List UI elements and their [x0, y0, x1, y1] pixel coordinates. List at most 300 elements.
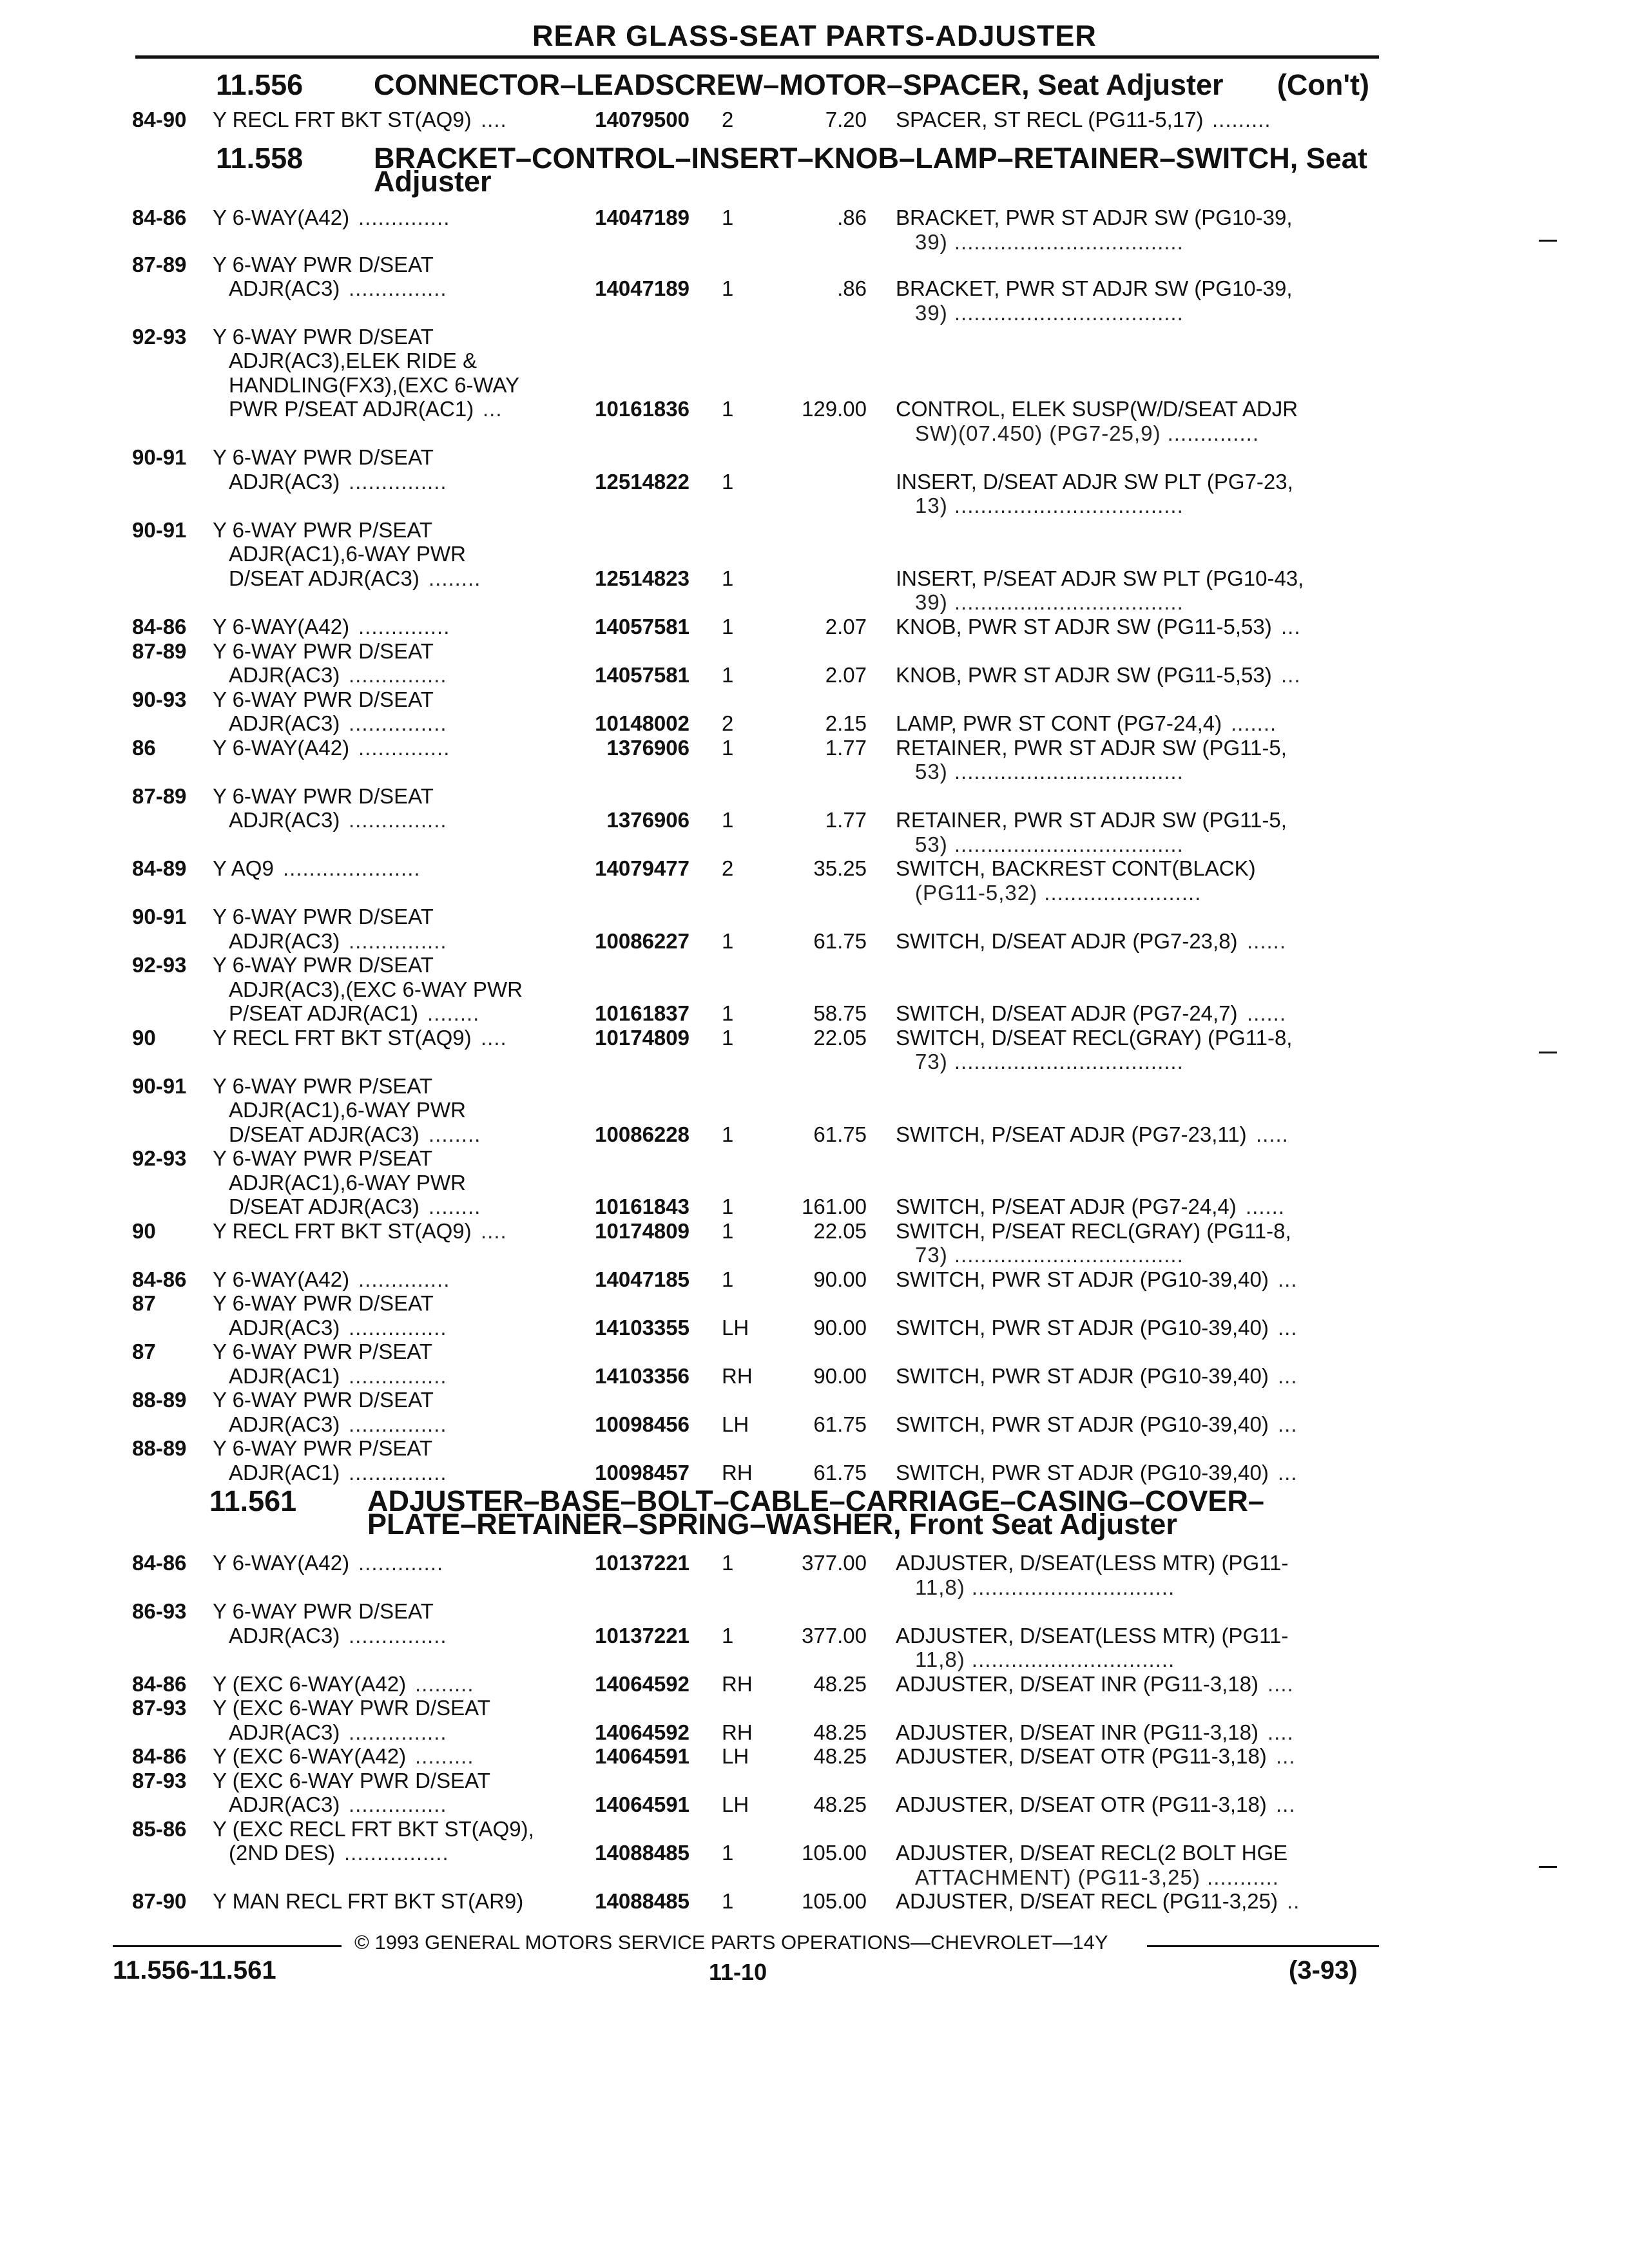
- usage-description: Y (EXC 6-WAY PWR D/SEAT: [213, 1769, 490, 1792]
- leader-dots: ........: [429, 566, 481, 590]
- leader-dots: ...............: [349, 1720, 447, 1744]
- section-heading-11-558: [216, 142, 1369, 198]
- quantity: 1: [722, 1841, 734, 1865]
- usage-description: ADJR(AC3): [229, 470, 340, 494]
- usage-description: Y 6-WAY(A42): [213, 206, 350, 229]
- part-number: 14088485: [595, 1889, 689, 1913]
- part-number: 1376906: [606, 808, 689, 832]
- page-header-title: REAR GLASS-SEAT PARTS-ADJUSTER: [532, 19, 1097, 52]
- usage-description: ADJR(AC3): [229, 1316, 340, 1340]
- leader-dots: ...............: [349, 470, 447, 494]
- model-years: 88-89: [132, 1388, 187, 1412]
- price: 22.05: [813, 1026, 867, 1050]
- part-description: SWITCH, D/SEAT ADJR (PG7-23,8): [896, 929, 1238, 953]
- model-years: 92-93: [132, 953, 187, 977]
- section-title: CONNECTOR–LEADSCREW–MOTOR–SPACER, Seat Adjuster: [374, 68, 1224, 101]
- price: 105.00: [802, 1841, 867, 1865]
- model-years: 87-89: [132, 639, 187, 663]
- price: 105.00: [802, 1889, 867, 1913]
- part-description: KNOB, PWR ST ADJR SW (PG11-5,53): [896, 663, 1272, 687]
- part-number: 14064591: [595, 1744, 689, 1768]
- table-row: [0, 688, 1629, 711]
- description-continuation: ...: [1278, 1364, 1298, 1388]
- description-continuation: SW)(07.450) (PG7-25,9) ..............: [915, 421, 1259, 445]
- description-continuation: 39) ...................................: [915, 301, 1184, 325]
- part-number: 10148002: [595, 711, 689, 735]
- description-continuation: ...: [1278, 1267, 1298, 1291]
- usage-description: ADJR(AC3): [229, 711, 340, 735]
- leader-dots: ....: [481, 108, 507, 131]
- footer-rule-right: [1147, 1945, 1379, 1947]
- part-number: 10174809: [595, 1219, 689, 1243]
- part-number: 14057581: [595, 663, 689, 687]
- model-years: 84-86: [132, 1267, 187, 1291]
- part-description: BRACKET, PWR ST ADJR SW (PG10-39,: [896, 206, 1293, 229]
- table-row: [0, 302, 1629, 325]
- quantity: LH: [722, 1316, 749, 1340]
- table-row: [0, 1696, 1629, 1720]
- section-heading-11-556: [216, 68, 1369, 101]
- table-row: [0, 640, 1629, 663]
- usage-description: Y 6-WAY PWR D/SEAT: [213, 253, 434, 276]
- leader-dots: ....: [481, 1026, 507, 1050]
- table-row: [0, 1841, 1629, 1865]
- quantity: 1: [722, 1889, 734, 1913]
- description-continuation: 73) ...................................: [915, 1050, 1184, 1073]
- price: 61.75: [813, 1412, 867, 1436]
- table-row: [0, 881, 1629, 905]
- table-row: [0, 809, 1629, 832]
- table-row: [0, 857, 1629, 880]
- model-years: 85-86: [132, 1817, 187, 1841]
- quantity: LH: [722, 1412, 749, 1436]
- table-row: [0, 1220, 1629, 1243]
- description-continuation: ....: [1268, 1720, 1294, 1744]
- table-row: [0, 1268, 1629, 1291]
- table-row: [0, 231, 1629, 254]
- table-row: [0, 1413, 1629, 1436]
- table-row: [0, 206, 1629, 229]
- model-years: 87-90: [132, 1889, 187, 1913]
- table-row: [0, 1890, 1629, 1913]
- usage-description: Y (EXC 6-WAY(A42): [213, 1672, 407, 1696]
- part-number: 10161837: [595, 1001, 689, 1025]
- leader-dots: ........: [429, 1195, 481, 1218]
- table-row: [0, 374, 1629, 397]
- leader-dots: ................: [344, 1841, 449, 1865]
- model-years: 90: [132, 1026, 156, 1050]
- model-years: 90-91: [132, 518, 187, 542]
- quantity: 1: [722, 1624, 734, 1648]
- part-number: 14103356: [595, 1364, 689, 1388]
- quantity: 1: [722, 1267, 734, 1291]
- description-continuation: .........: [1212, 108, 1271, 131]
- table-row: [0, 1099, 1629, 1122]
- usage-description: Y 6-WAY PWR D/SEAT: [213, 639, 434, 663]
- price: 35.25: [813, 856, 867, 880]
- quantity: 1: [722, 1001, 734, 1025]
- quantity: RH: [722, 1720, 753, 1744]
- table-row: [0, 398, 1629, 421]
- quantity: 1: [722, 566, 734, 590]
- table-row: [0, 833, 1629, 856]
- price: 48.25: [813, 1744, 867, 1768]
- usage-description: ADJR(AC3): [229, 1720, 340, 1744]
- margin-tick: [1539, 240, 1557, 242]
- usage-description: Y MAN RECL FRT BKT ST(AR9): [213, 1889, 524, 1913]
- usage-description: ADJR(AC3): [229, 276, 340, 300]
- description-continuation: 11,8) ...............................: [915, 1575, 1175, 1599]
- table-row: [0, 1316, 1629, 1340]
- table-row: [0, 1026, 1629, 1050]
- model-years: 92-93: [132, 1146, 187, 1170]
- description-continuation: ......: [1246, 1195, 1286, 1218]
- table-row: [0, 664, 1629, 687]
- table-row: [0, 325, 1629, 349]
- quantity: 1: [722, 1026, 734, 1050]
- description-continuation: 11,8) ...............................: [915, 1648, 1175, 1671]
- quantity: 1: [722, 929, 734, 953]
- table-row: [0, 253, 1629, 276]
- usage-description: ADJR(AC1): [229, 1364, 340, 1388]
- usage-description: Y 6-WAY(A42): [213, 1551, 350, 1575]
- leader-dots: ...............: [349, 1412, 447, 1436]
- leader-dots: ...: [483, 397, 503, 421]
- model-years: 90: [132, 1219, 156, 1243]
- price: 61.75: [813, 1461, 867, 1485]
- usage-description: ADJR(AC3): [229, 1792, 340, 1816]
- description-continuation: ..: [1287, 1889, 1300, 1913]
- table-row: [0, 1576, 1629, 1599]
- usage-description: Y 6-WAY PWR D/SEAT: [213, 1291, 434, 1315]
- leader-dots: ...............: [349, 663, 447, 687]
- leader-dots: ..............: [358, 615, 450, 639]
- part-description: INSERT, D/SEAT ADJR SW PLT (PG7-23,: [896, 470, 1293, 494]
- table-row: [0, 1075, 1629, 1098]
- part-number: 14047185: [595, 1267, 689, 1291]
- description-continuation: 73) ...................................: [915, 1243, 1184, 1267]
- usage-description: Y 6-WAY PWR P/SEAT: [213, 1074, 433, 1098]
- quantity: 1: [722, 1551, 734, 1575]
- leader-dots: .........: [415, 1672, 474, 1696]
- usage-description: ADJR(AC1),6-WAY PWR: [229, 1171, 466, 1195]
- table-row: [0, 905, 1629, 928]
- price: 2.15: [825, 711, 867, 735]
- usage-description: ADJR(AC1),6-WAY PWR: [229, 542, 466, 566]
- model-years: 90-91: [132, 1074, 187, 1098]
- model-years: 87: [132, 1340, 156, 1363]
- part-description: SWITCH, PWR ST ADJR (PG10-39,40): [896, 1364, 1269, 1388]
- price: 48.25: [813, 1792, 867, 1816]
- leader-dots: .........: [415, 1744, 474, 1768]
- leader-dots: ...............: [349, 929, 447, 953]
- quantity: 1: [722, 1122, 734, 1146]
- description-continuation: ...: [1276, 1744, 1296, 1768]
- quantity: 1: [722, 615, 734, 639]
- usage-description: D/SEAT ADJR(AC3): [229, 1195, 419, 1218]
- quantity: 1: [722, 808, 734, 832]
- part-number: 12514822: [595, 470, 689, 494]
- part-description: ADJUSTER, D/SEAT(LESS MTR) (PG11-: [896, 1551, 1289, 1575]
- usage-description: Y 6-WAY PWR D/SEAT: [213, 784, 434, 808]
- table-row: [0, 422, 1629, 445]
- description-continuation: ...: [1281, 663, 1301, 687]
- usage-description: Y 6-WAY PWR D/SEAT: [213, 1388, 434, 1412]
- model-years: 87-93: [132, 1696, 187, 1720]
- part-description: SWITCH, P/SEAT RECL(GRAY) (PG11-8,: [896, 1219, 1291, 1243]
- usage-description: Y 6-WAY(A42): [213, 736, 350, 760]
- table-row: [0, 1002, 1629, 1025]
- table-row: [0, 1389, 1629, 1412]
- usage-description: Y RECL FRT BKT ST(AQ9): [213, 108, 472, 131]
- leader-dots: ....: [481, 1219, 507, 1243]
- table-row: [0, 1292, 1629, 1315]
- part-description: ADJUSTER, D/SEAT INR (PG11-3,18): [896, 1672, 1258, 1696]
- margin-tick: [1539, 1866, 1557, 1868]
- quantity: LH: [722, 1792, 749, 1816]
- table-row: [0, 349, 1629, 372]
- price: 377.00: [802, 1624, 867, 1648]
- model-years: 86: [132, 736, 156, 760]
- model-years: 84-90: [132, 108, 187, 131]
- table-row: [0, 1123, 1629, 1146]
- price: 129.00: [802, 397, 867, 421]
- model-years: 90-91: [132, 905, 187, 928]
- model-years: 86-93: [132, 1599, 187, 1623]
- part-number: 14064592: [595, 1720, 689, 1744]
- price: 90.00: [813, 1267, 867, 1291]
- description-continuation: ......: [1247, 929, 1287, 953]
- quantity: 1: [722, 663, 734, 687]
- leader-dots: ..............: [358, 1267, 450, 1291]
- model-years: 87-93: [132, 1769, 187, 1792]
- table-row: [0, 277, 1629, 300]
- footer-date: (3-93): [1289, 1956, 1358, 1984]
- table-row: [0, 494, 1629, 517]
- description-continuation: ATTACHMENT) (PG11-3,25) ...........: [915, 1865, 1279, 1889]
- model-years: 88-89: [132, 1436, 187, 1460]
- price: 2.07: [825, 615, 867, 639]
- leader-dots: ..............: [358, 206, 450, 229]
- model-years: 84-89: [132, 856, 187, 880]
- quantity: RH: [722, 1672, 753, 1696]
- price: 61.75: [813, 1122, 867, 1146]
- leader-dots: ........: [427, 1001, 480, 1025]
- usage-description: ADJR(AC1),6-WAY PWR: [229, 1098, 466, 1122]
- leader-dots: ..............: [358, 736, 450, 760]
- part-description: INSERT, P/SEAT ADJR SW PLT (PG10-43,: [896, 566, 1304, 590]
- part-number: 10137221: [595, 1624, 689, 1648]
- table-row: [0, 1461, 1629, 1485]
- part-description: KNOB, PWR ST ADJR SW (PG11-5,53): [896, 615, 1272, 639]
- leader-dots: ...............: [349, 711, 447, 735]
- table-row: [0, 954, 1629, 977]
- quantity: 1: [722, 1195, 734, 1218]
- description-continuation: 53) ...................................: [915, 832, 1184, 856]
- table-row: [0, 543, 1629, 566]
- usage-description: Y 6-WAY PWR D/SEAT: [213, 1599, 434, 1623]
- part-description: ADJUSTER, D/SEAT(LESS MTR) (PG11-: [896, 1624, 1289, 1648]
- part-number: 14064591: [595, 1792, 689, 1816]
- table-row: [0, 591, 1629, 614]
- part-description: SPACER, ST RECL (PG11-5,17): [896, 108, 1204, 131]
- price: 58.75: [813, 1001, 867, 1025]
- part-number: 14079477: [595, 856, 689, 880]
- part-number: 12514823: [595, 566, 689, 590]
- part-number: 10086227: [595, 929, 689, 953]
- footer-page-number: 11-10: [709, 1959, 767, 1985]
- table-row: [0, 760, 1629, 783]
- description-continuation: .....: [1256, 1122, 1289, 1146]
- part-description: SWITCH, P/SEAT ADJR (PG7-24,4): [896, 1195, 1237, 1218]
- part-description: SWITCH, P/SEAT ADJR (PG7-23,11): [896, 1122, 1247, 1146]
- margin-tick: [1539, 1052, 1557, 1053]
- usage-description: ADJR(AC3),(EXC 6-WAY PWR: [229, 977, 523, 1001]
- part-description: SWITCH, D/SEAT RECL(GRAY) (PG11-8,: [896, 1026, 1293, 1050]
- usage-description: ADJR(AC3),ELEK RIDE &: [229, 349, 477, 372]
- part-description: SWITCH, PWR ST ADJR (PG10-39,40): [896, 1412, 1269, 1436]
- description-continuation: ...: [1278, 1461, 1298, 1485]
- part-number: 10086228: [595, 1122, 689, 1146]
- description-continuation: 53) ...................................: [915, 760, 1184, 783]
- model-years: 84-86: [132, 1551, 187, 1575]
- table-row: [0, 1244, 1629, 1267]
- table-row: [0, 470, 1629, 494]
- usage-description: ADJR(AC1): [229, 1461, 340, 1485]
- quantity: 1: [722, 206, 734, 229]
- price: 90.00: [813, 1316, 867, 1340]
- part-number: 14103355: [595, 1316, 689, 1340]
- table-row: [0, 1050, 1629, 1073]
- price: 48.25: [813, 1672, 867, 1696]
- table-row: [0, 1171, 1629, 1195]
- usage-description: ADJR(AC3): [229, 808, 340, 832]
- model-years: 87: [132, 1291, 156, 1315]
- leader-dots: ...............: [349, 1461, 447, 1485]
- table-row: [0, 567, 1629, 590]
- usage-description: Y 6-WAY PWR P/SEAT: [213, 1340, 433, 1363]
- description-continuation: ...: [1276, 1792, 1296, 1816]
- description-continuation: ....: [1268, 1672, 1294, 1696]
- model-years: 87-89: [132, 784, 187, 808]
- quantity: 1: [722, 1219, 734, 1243]
- part-description: SWITCH, PWR ST ADJR (PG10-39,40): [896, 1461, 1269, 1485]
- price: 22.05: [813, 1219, 867, 1243]
- part-description: ADJUSTER, D/SEAT INR (PG11-3,18): [896, 1720, 1258, 1744]
- usage-description: Y 6-WAY PWR D/SEAT: [213, 325, 434, 349]
- part-description: RETAINER, PWR ST ADJR SW (PG11-5,: [896, 736, 1287, 760]
- price: 161.00: [802, 1195, 867, 1218]
- usage-description: ADJR(AC3): [229, 663, 340, 687]
- leader-dots: ...............: [349, 1364, 447, 1388]
- table-row: [0, 1769, 1629, 1792]
- header-rule: [135, 55, 1379, 59]
- usage-description: Y 6-WAY(A42): [213, 615, 350, 639]
- model-years: 90-91: [132, 445, 187, 469]
- model-years: 90-93: [132, 687, 187, 711]
- table-row: [0, 1552, 1629, 1575]
- usage-description: Y 6-WAY PWR P/SEAT: [213, 1146, 433, 1170]
- usage-description: Y 6-WAY PWR P/SEAT: [213, 518, 433, 542]
- leader-dots: .....................: [283, 856, 421, 880]
- footer-copyright: © 1993 GENERAL MOTORS SERVICE PARTS OPERATIONS—CHEVROLET—14Y: [354, 1931, 1108, 1954]
- section-number: 11.561: [209, 1485, 297, 1517]
- description-continuation: ...: [1278, 1316, 1298, 1340]
- leader-dots: ...............: [349, 808, 447, 832]
- quantity: 1: [722, 736, 734, 760]
- table-row: [0, 1648, 1629, 1671]
- footer-section-range: 11.556-11.561: [113, 1956, 276, 1984]
- part-description: ADJUSTER, D/SEAT OTR (PG11-3,18): [896, 1744, 1267, 1768]
- part-number: 10098456: [595, 1412, 689, 1436]
- price: 61.75: [813, 929, 867, 953]
- price: 1.77: [825, 808, 867, 832]
- usage-description: Y RECL FRT BKT ST(AQ9): [213, 1026, 472, 1050]
- model-years: 84-86: [132, 206, 187, 229]
- section-title-line-2: PLATE–RETAINER–SPRING–WASHER, Front Seat Adjuster: [367, 1508, 1177, 1541]
- table-row: [0, 1195, 1629, 1218]
- part-number: 10174809: [595, 1026, 689, 1050]
- part-description: ADJUSTER, D/SEAT OTR (PG11-3,18): [896, 1792, 1267, 1816]
- description-continuation: 39) ...................................: [915, 230, 1184, 254]
- part-description: BRACKET, PWR ST ADJR SW (PG10-39,: [896, 276, 1293, 300]
- part-description: CONTROL, ELEK SUSP(W/D/SEAT ADJR: [896, 397, 1298, 421]
- usage-description: PWR P/SEAT ADJR(AC1): [229, 397, 474, 421]
- description-continuation: 13) ...................................: [915, 494, 1184, 517]
- part-description: LAMP, PWR ST CONT (PG7-24,4): [896, 711, 1222, 735]
- part-number: 10161843: [595, 1195, 689, 1218]
- model-years: 84-86: [132, 1672, 187, 1696]
- quantity: 2: [722, 711, 734, 735]
- price: 48.25: [813, 1720, 867, 1744]
- table-row: [0, 930, 1629, 953]
- model-years: 84-86: [132, 1744, 187, 1768]
- quantity: RH: [722, 1461, 753, 1485]
- description-continuation: ......: [1247, 1001, 1287, 1025]
- quantity: 2: [722, 856, 734, 880]
- table-row: [0, 1437, 1629, 1460]
- usage-description: Y (EXC RECL FRT BKT ST(AQ9),: [213, 1817, 534, 1841]
- price: .86: [837, 276, 867, 300]
- table-row: [0, 1600, 1629, 1623]
- leader-dots: ...............: [349, 1792, 447, 1816]
- usage-description: Y AQ9: [213, 856, 274, 880]
- part-description: SWITCH, D/SEAT ADJR (PG7-24,7): [896, 1001, 1238, 1025]
- description-continuation: 39) ...................................: [915, 590, 1184, 614]
- table-row: [0, 1624, 1629, 1648]
- quantity: 2: [722, 108, 734, 131]
- table-row: [0, 108, 1629, 131]
- usage-description: Y 6-WAY PWR D/SEAT: [213, 905, 434, 928]
- part-number: 14047189: [595, 276, 689, 300]
- table-row: [0, 785, 1629, 808]
- part-number: 14047189: [595, 206, 689, 229]
- table-row: [0, 1365, 1629, 1388]
- part-number: 1376906: [606, 736, 689, 760]
- usage-description: ADJR(AC3): [229, 1624, 340, 1648]
- usage-description: Y RECL FRT BKT ST(AQ9): [213, 1219, 472, 1243]
- leader-dots: .............: [358, 1551, 444, 1575]
- model-years: 84-86: [132, 615, 187, 639]
- usage-description: Y 6-WAY PWR D/SEAT: [213, 953, 434, 977]
- quantity: 1: [722, 470, 734, 494]
- table-row: [0, 978, 1629, 1001]
- part-number: 14079500: [595, 108, 689, 131]
- price: 7.20: [825, 108, 867, 131]
- quantity: 1: [722, 397, 734, 421]
- leader-dots: ........: [429, 1122, 481, 1146]
- quantity: 1: [722, 276, 734, 300]
